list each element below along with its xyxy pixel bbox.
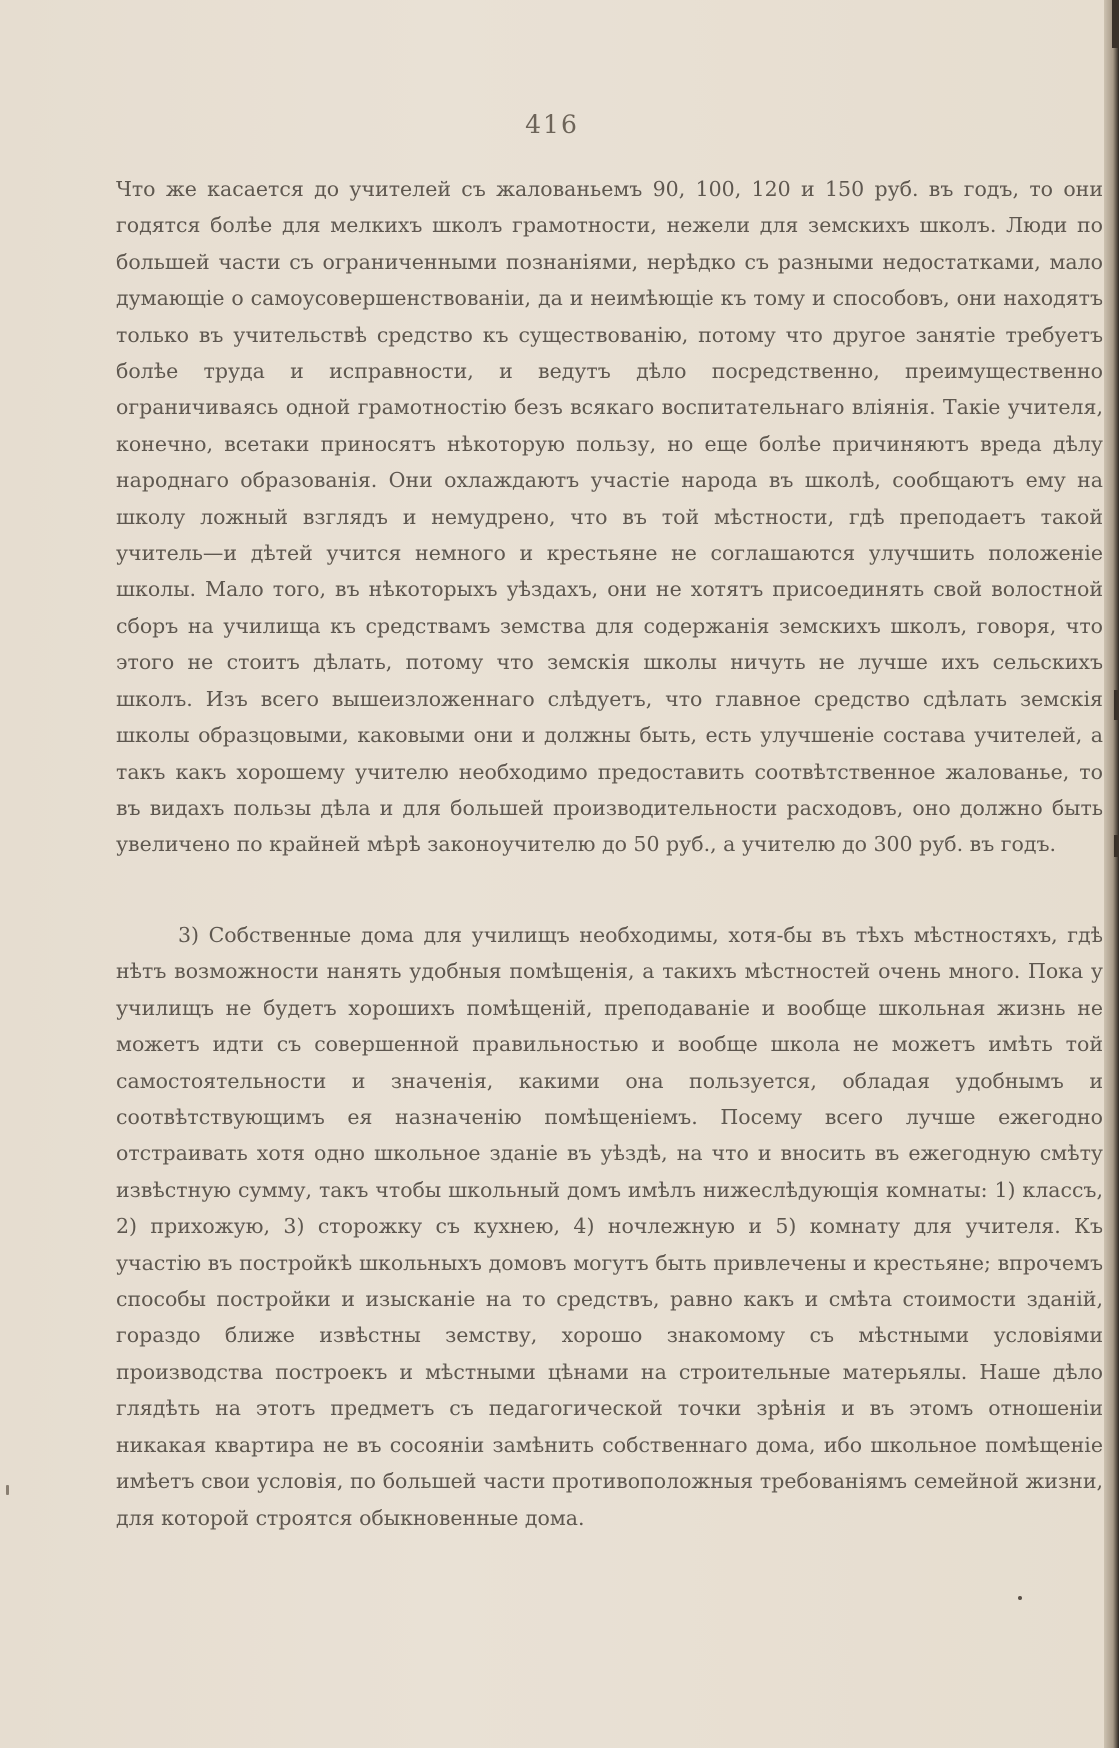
paragraph-teachers-salary: Что же касается до учителей съ жалованьемъ 90, 100, 120 и 150 руб. въ годъ, то они годятся болѣе для мелкихъ школъ грамотности, нежели для земскихъ школъ. Люди по большей части съ ограниченными познаніями, нерѣдко съ разными недостатками, мало думающіе о самоусовершенствованіи, да и неимѣющіе къ тому и способовъ, они находятъ только въ учительствѣ средство къ существованію, потому что другое занятіе требуетъ болѣе труда и исправности, и ведутъ дѣло посредственно, преимущественно ограничиваясь одной грамотностію безъ всякаго воспитательнаго вліянія. Такіе учителя, конечно, всетаки приносятъ нѣкоторую пользу, но еще болѣе причиняютъ вреда дѣлу народнаго образованія. Они охлаждаютъ участіе народа въ школѣ, сообщаютъ ему на школу ложный взглядъ и немудрено, что въ той мѣстности, гдѣ преподаетъ такой учитель—и дѣтей учится немного и крестьяне не соглашаются улучшить положеніе школы. Мало того, въ нѣкоторыхъ уѣздахъ, они не хотятъ присоединять свой волостной сборъ на училища къ средствамъ земства для содержанія земскихъ школъ, говоря, что этого не стоитъ дѣлать, потому что земскія школы ничуть не лучше ихъ сельскихъ школъ. Изъ всего вышеизложеннаго слѣдуетъ, что главное средство сдѣлать земскія школы образцовыми, каковыми они и должны быть, есть улучшеніе состава учителей, а такъ какъ хорошему учителю необходимо предоставить соотвѣтственное жалованье, то въ видахъ пользы дѣла и для большей производительности расходовъ, оно должно быть увеличено по крайней мѣрѣ законоучителю до 50 руб., а учителю до 300 руб. въ годъ.: [116, 177, 1103, 857]
page-edge-shadow: [1104, 0, 1119, 1748]
margin-mark: [6, 1485, 9, 1495]
edge-mark: [1114, 690, 1119, 720]
ink-speck: [1018, 1596, 1022, 1600]
edge-mark: [1114, 835, 1119, 857]
page-number: 416: [525, 110, 579, 139]
paragraph-school-buildings: 3) Собственные дома для училищъ необходимы, хотя-бы въ тѣхъ мѣстностяхъ, гдѣ нѣтъ возможности нанять удобныя помѣщенія, а такихъ мѣстностей очень много. Пока у училищъ не будетъ хорошихъ помѣщеній, преподаваніе и вообще школьная жизнь не можетъ идти съ совершенной правильностью и вообще школа не можетъ имѣть той самостоятельности и значенія, какими она пользуется, обладая удобнымъ и соотвѣтствующимъ ея назначенію помѣщеніемъ. Посему всего лучше ежегодно отстраивать хотя одно школьное зданіе въ уѣздѣ, на что и вносить въ ежегодную смѣту извѣстную сумму, такъ чтобы школьный домъ имѣлъ нижеслѣдующія комнаты: 1) классъ, 2) прихожую, 3) сторожку съ кухнею, 4) ночлежную и 5) комнату для учителя. Къ участію въ постройкѣ школьныхъ домовъ могутъ быть привлечены и крестьяне; впрочемъ способы постройки и изысканіе на то средствъ, равно какъ и смѣта стоимости зданій, гораздо ближе извѣстны земству, хорошо знакомому съ мѣстными условіями производства построекъ и мѣстными цѣнами на строительные матерьялы. Наше дѣло глядѣть на этотъ предметъ съ педагогической точки зрѣнія и въ этомъ отношеніи никакая квартира не въ сосояніи замѣнить собственнаго дома, ибо школьное помѣщеніе имѣетъ свои условія, по большей части противоположныя требованіямъ семейной жизни, для которой строятся обыкновенные дома.: [116, 923, 1103, 1530]
edge-mark: [1112, 0, 1119, 48]
